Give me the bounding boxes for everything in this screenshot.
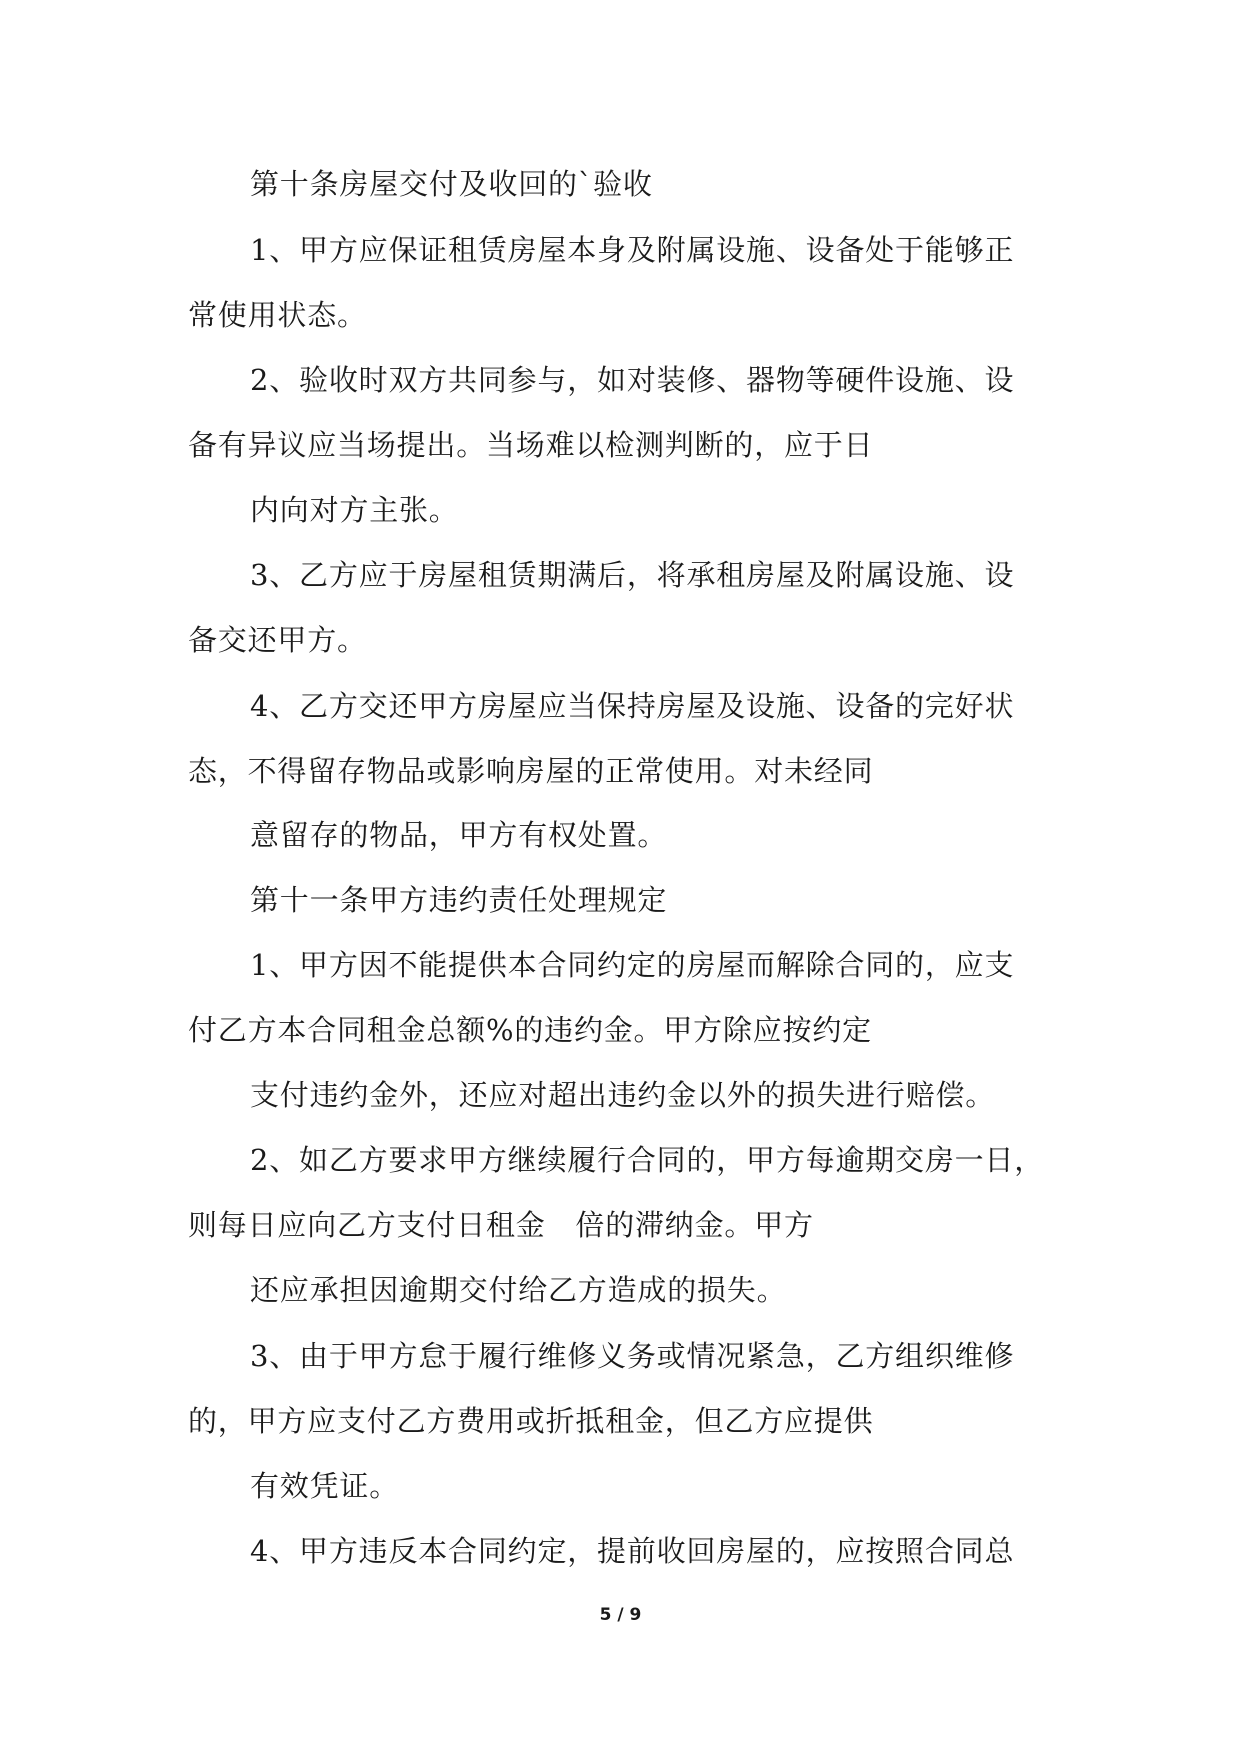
page-number: 5 / 9	[599, 1605, 642, 1625]
paragraph-line: 有效凭证。	[250, 1469, 400, 1503]
paragraph-line: 内向对方主张。	[250, 493, 459, 527]
paragraph-line: 备交还甲方。	[188, 623, 367, 657]
paragraph-line: 还应承担因逾期交付给乙方造成的损失。	[250, 1273, 787, 1307]
paragraph-line: 的，甲方应支付乙方费用或折抵租金，但乙方应提供	[188, 1404, 874, 1438]
heading-article-10: 第十条房屋交付及收回的`验收	[250, 167, 653, 201]
paragraph-line: 支付违约金外，还应对超出违约金以外的损失进行赔偿。	[250, 1078, 996, 1112]
paragraph-line: 2、验收时双方共同参与，如对装修、器物等硬件设施、设	[250, 363, 1015, 397]
paragraph-line: 4、乙方交还甲方房屋应当保持房屋及设施、设备的完好状	[250, 689, 1015, 723]
paragraph-line: 4、甲方违反本合同约定，提前收回房屋的，应按照合同总	[250, 1534, 1015, 1568]
paragraph-line: 2、如乙方要求甲方继续履行合同的，甲方每逾期交房一日，	[250, 1143, 1045, 1177]
paragraph-line: 常使用状态。	[188, 298, 367, 332]
paragraph-line: 付乙方本合同租金总额%的违约金。甲方除应按约定	[188, 1013, 872, 1047]
paragraph-line: 1、甲方应保证租赁房屋本身及附属设施、设备处于能够正	[250, 233, 1015, 267]
paragraph-line: 3、由于甲方怠于履行维修义务或情况紧急，乙方组织维修	[250, 1339, 1015, 1373]
paragraph-line: 则每日应向乙方支付日租金 倍的滞纳金。甲方	[188, 1208, 814, 1242]
heading-article-11: 第十一条甲方违约责任处理规定	[250, 883, 668, 917]
paragraph-line: 备有异议应当场提出。当场难以检测判断的，应于日	[188, 428, 874, 462]
paragraph-line: 态，不得留存物品或影响房屋的正常使用。对未经同	[188, 754, 874, 788]
paragraph-line: 3、乙方应于房屋租赁期满后，将承租房屋及附属设施、设	[250, 558, 1015, 592]
paragraph-line: 1、甲方因不能提供本合同约定的房屋而解除合同的，应支	[250, 948, 1015, 982]
paragraph-line: 意留存的物品，甲方有权处置。	[250, 818, 668, 852]
